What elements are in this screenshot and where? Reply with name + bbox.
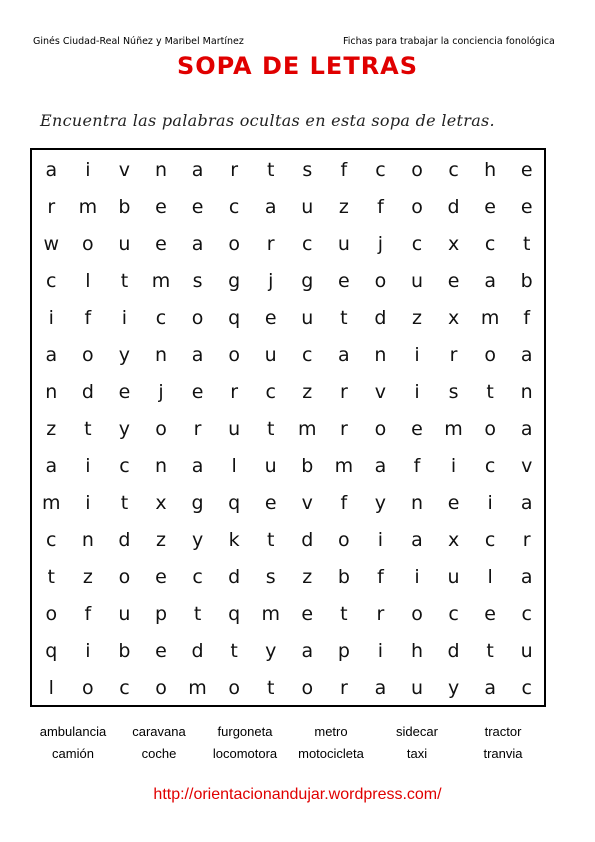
grid-letter[interactable]: r [47, 195, 56, 218]
grid-letter[interactable]: w [43, 232, 60, 255]
grid-letter[interactable]: t [120, 491, 129, 514]
grid-letter[interactable]: i [414, 380, 420, 403]
grid-letter[interactable]: o [484, 343, 496, 366]
word-item: taxi [406, 746, 428, 761]
grid-letter[interactable]: d [447, 195, 460, 218]
grid-letter[interactable]: m [298, 417, 317, 440]
grid-letter[interactable]: t [84, 417, 92, 440]
grid-letter[interactable]: a [45, 454, 58, 477]
grid-row [32, 300, 544, 336]
grid-row [32, 670, 544, 706]
word-item: ambulancia [39, 724, 107, 739]
grid-letter[interactable]: s [448, 380, 459, 403]
word-item: coche [141, 746, 177, 761]
grid-letter[interactable]: f [377, 565, 384, 588]
grid-letter[interactable]: u [337, 232, 350, 255]
grid-letter[interactable]: b [301, 454, 314, 477]
footer-url-link[interactable]: http://orientacionandujar.wordpress.com/ [153, 786, 442, 803]
word-item: tranvia [483, 746, 523, 761]
grid-row [32, 226, 544, 262]
grid-letter[interactable]: u [301, 306, 314, 329]
grid-letter[interactable]: y [118, 343, 131, 366]
grid-letter[interactable]: t [193, 602, 202, 625]
grid-letter[interactable]: r [230, 380, 239, 403]
header-subtitle: Fichas para trabajar la conciencia fonológica [343, 36, 555, 47]
grid-letter[interactable]: t [522, 232, 531, 255]
grid-letter[interactable]: f [84, 602, 92, 625]
grid-letter[interactable]: s [302, 158, 313, 181]
grid-letter[interactable]: d [447, 639, 460, 662]
page-title: SOPA DE LETRAS [176, 52, 419, 80]
grid-letter[interactable]: i [377, 639, 384, 662]
grid-letter[interactable]: b [337, 565, 350, 588]
grid-letter[interactable]: t [340, 306, 348, 329]
grid-letter[interactable]: a [484, 676, 496, 699]
word-item: sidecar [396, 724, 438, 739]
grid-letter[interactable]: m [334, 454, 354, 477]
grid-letter[interactable]: r [449, 343, 458, 366]
grid-letter[interactable]: g [228, 269, 241, 292]
grid-letter[interactable]: j [158, 380, 164, 403]
word-item: camión [52, 746, 94, 761]
grid-letter[interactable]: n [154, 343, 168, 366]
grid-letter[interactable]: o [374, 417, 387, 440]
grid-letter[interactable]: t [486, 639, 494, 662]
grid-letter[interactable]: a [520, 491, 533, 514]
grid-letter[interactable]: c [228, 195, 240, 218]
grid-letter[interactable]: f [413, 454, 421, 477]
grid-row [32, 189, 544, 225]
grid-letter[interactable]: e [484, 602, 496, 625]
grid-letter[interactable]: k [228, 528, 240, 551]
grid-letter[interactable]: o [155, 676, 167, 699]
grid-letter[interactable]: o [82, 676, 94, 699]
grid-letter[interactable]: a [191, 454, 204, 477]
grid-letter[interactable]: d [191, 639, 204, 662]
grid-letter[interactable]: c [46, 269, 57, 292]
word-item: caravana [132, 724, 186, 739]
grid-row [32, 485, 544, 521]
grid-letter[interactable]: a [45, 158, 58, 181]
grid-letter[interactable]: a [520, 565, 533, 588]
grid-letter[interactable]: y [191, 528, 204, 551]
grid-letter[interactable]: a [374, 676, 387, 699]
grid-letter[interactable]: e [520, 195, 533, 218]
grid-letter[interactable]: r [266, 232, 275, 255]
grid-letter[interactable]: z [302, 565, 313, 588]
grid-letter[interactable]: c [119, 454, 130, 477]
grid-letter[interactable]: t [230, 639, 238, 662]
grid-letter[interactable]: h [484, 158, 497, 181]
grid-letter[interactable]: o [155, 417, 167, 440]
grid-letter[interactable]: c [302, 232, 313, 255]
grid-letter[interactable]: f [84, 306, 92, 329]
grid-row [32, 411, 544, 447]
grid-row [32, 152, 544, 188]
grid-letter[interactable]: e [447, 491, 460, 514]
grid-letter[interactable]: y [447, 676, 460, 699]
grid-letter[interactable]: e [155, 232, 167, 255]
header-authors: Ginés Ciudad-Real Núñez y Maribel Martínez [33, 36, 244, 47]
grid-letter[interactable]: u [264, 454, 277, 477]
grid-letter[interactable]: z [82, 565, 93, 588]
grid-letter[interactable]: c [448, 602, 459, 625]
grid-letter[interactable]: y [118, 417, 131, 440]
grid-letter[interactable]: y [265, 639, 277, 662]
grid-letter[interactable]: e [301, 602, 314, 625]
grid-letter[interactable]: n [410, 491, 424, 514]
grid-letter[interactable]: v [301, 491, 313, 514]
grid-letter[interactable]: u [410, 676, 424, 699]
grid-letter[interactable]: e [155, 565, 167, 588]
grid-letter[interactable]: n [374, 343, 387, 366]
grid-letter[interactable]: b [118, 195, 131, 218]
grid-letter[interactable]: t [266, 528, 275, 551]
grid-letter[interactable]: o [191, 306, 204, 329]
grid-letter[interactable]: c [484, 454, 496, 477]
grid-letter[interactable]: o [484, 417, 496, 440]
word-item: locomotora [212, 746, 278, 761]
grid-letter[interactable]: d [228, 565, 241, 588]
grid-letter[interactable]: a [45, 343, 58, 366]
grid-row [32, 596, 544, 632]
grid-letter[interactable]: u [520, 639, 533, 662]
grid-letter[interactable]: u [118, 232, 131, 255]
grid-letter[interactable]: a [191, 232, 204, 255]
grid-letter[interactable]: z [302, 380, 313, 403]
grid-letter[interactable]: a [484, 269, 496, 292]
grid-letter[interactable]: m [151, 269, 171, 292]
grid-letter[interactable]: d [374, 306, 387, 329]
grid-letter[interactable]: m [444, 417, 463, 440]
grid-row [32, 374, 544, 410]
letter-grid [30, 148, 546, 707]
grid-letter[interactable]: o [411, 158, 423, 181]
grid-letter[interactable]: r [230, 158, 239, 181]
grid-letter[interactable]: o [228, 676, 240, 699]
grid-letter[interactable]: g [301, 269, 314, 292]
grid-letter[interactable]: j [268, 269, 274, 292]
grid-letter[interactable]: i [121, 306, 128, 329]
grid-letter[interactable]: f [523, 306, 531, 329]
grid-letter[interactable]: e [411, 417, 423, 440]
grid-row [32, 559, 544, 595]
grid-letter[interactable]: t [120, 269, 129, 292]
grid-letter[interactable]: c [192, 565, 203, 588]
word-list-row [30, 746, 546, 766]
grid-letter[interactable]: z [156, 528, 166, 551]
grid-letter[interactable]: u [118, 602, 131, 625]
grid-letter[interactable]: i [85, 454, 91, 477]
word-list-row [30, 724, 546, 744]
grid-letter[interactable]: e [191, 380, 204, 403]
grid-letter[interactable]: q [228, 306, 241, 329]
grid-row [32, 522, 544, 558]
grid-letter[interactable]: m [261, 602, 280, 625]
grid-letter[interactable]: x [447, 306, 460, 329]
grid-letter[interactable]: b [118, 639, 131, 662]
grid-letter[interactable]: x [447, 528, 460, 551]
grid-letter[interactable]: t [266, 417, 275, 440]
grid-letter[interactable]: o [82, 343, 94, 366]
grid-row [32, 633, 544, 669]
grid-letter[interactable]: t [486, 380, 494, 403]
grid-letter[interactable]: f [340, 491, 348, 514]
grid-letter[interactable]: c [521, 602, 532, 625]
grid-letter[interactable]: e [520, 158, 533, 181]
grid-letter[interactable]: j [377, 232, 384, 255]
grid-letter[interactable]: i [450, 454, 457, 477]
grid-letter[interactable]: y [374, 491, 387, 514]
grid-letter[interactable]: o [411, 602, 423, 625]
grid-letter[interactable]: l [85, 269, 91, 292]
grid-letter[interactable]: a [301, 639, 314, 662]
grid-letter[interactable]: z [338, 195, 349, 218]
grid-letter[interactable]: t [47, 565, 55, 588]
grid-letter[interactable]: b [520, 269, 533, 292]
grid-letter[interactable]: m [480, 306, 500, 329]
grid-letter[interactable]: a [411, 528, 423, 551]
grid-letter[interactable]: i [48, 306, 54, 329]
grid-letter[interactable]: n [45, 380, 58, 403]
grid-letter[interactable]: r [339, 676, 348, 699]
grid-letter[interactable]: r [376, 602, 385, 625]
grid-letter[interactable]: a [374, 454, 387, 477]
grid-letter[interactable]: c [411, 232, 423, 255]
grid-letter[interactable]: u [264, 343, 277, 366]
grid-letter[interactable]: g [191, 491, 204, 514]
grid-letter[interactable]: m [78, 195, 98, 218]
grid-letter[interactable]: l [48, 676, 54, 699]
grid-letter[interactable]: o [374, 269, 387, 292]
grid-letter[interactable]: c [521, 676, 532, 699]
grid-letter[interactable]: l [231, 454, 237, 477]
grid-letter[interactable]: z [46, 417, 57, 440]
grid-letter[interactable]: d [118, 528, 131, 551]
grid-letter[interactable]: e [264, 491, 277, 514]
grid-letter[interactable]: c [155, 306, 167, 329]
grid-letter[interactable]: t [340, 602, 348, 625]
grid-letter[interactable]: q [45, 639, 58, 662]
grid-letter[interactable]: n [520, 380, 533, 403]
grid-letter[interactable]: c [119, 676, 130, 699]
grid-letter[interactable]: s [265, 565, 276, 588]
grid-letter[interactable]: o [118, 565, 131, 588]
grid-letter[interactable]: e [118, 380, 131, 403]
grid-letter[interactable]: f [340, 158, 348, 181]
grid-letter[interactable]: u [228, 417, 241, 440]
word-item: metro [314, 724, 348, 739]
grid-letter[interactable]: s [192, 269, 203, 292]
grid-letter[interactable]: f [377, 195, 384, 218]
grid-letter[interactable]: m [42, 491, 61, 514]
grid-letter[interactable]: c [302, 343, 313, 366]
grid-letter[interactable]: e [191, 195, 204, 218]
grid-letter[interactable]: d [301, 528, 314, 551]
word-item: tractor [484, 724, 522, 739]
grid-letter[interactable]: o [228, 343, 240, 366]
instruction-text: Encuentra las palabras ocultas en esta sopa de letras. [40, 111, 495, 130]
grid-letter[interactable]: i [487, 491, 493, 514]
grid-letter[interactable]: o [338, 528, 350, 551]
grid-letter[interactable]: e [447, 269, 460, 292]
grid-letter[interactable]: c [265, 380, 276, 403]
grid-letter[interactable]: q [228, 491, 241, 514]
grid-letter[interactable]: e [264, 306, 277, 329]
grid-letter[interactable]: o [82, 232, 94, 255]
grid-letter[interactable]: a [264, 195, 277, 218]
grid-letter[interactable]: i [377, 528, 384, 551]
grid-letter[interactable]: e [484, 195, 496, 218]
grid-letter[interactable]: l [487, 565, 493, 588]
grid-letter[interactable]: u [410, 269, 424, 292]
grid-letter[interactable]: e [155, 639, 167, 662]
grid-letter[interactable]: a [520, 343, 533, 366]
grid-letter[interactable]: o [301, 676, 314, 699]
grid-letter[interactable]: c [484, 232, 496, 255]
grid-row [32, 263, 544, 299]
grid-letter[interactable]: i [85, 491, 91, 514]
grid-letter[interactable]: p [154, 602, 168, 625]
grid-letter[interactable]: x [447, 232, 460, 255]
grid-letter[interactable]: z [412, 306, 422, 329]
grid-letter[interactable]: c [375, 158, 386, 181]
grid-letter[interactable]: t [266, 676, 275, 699]
grid-letter[interactable]: u [301, 195, 314, 218]
grid-letter[interactable]: c [484, 528, 496, 551]
grid-letter[interactable]: m [188, 676, 207, 699]
grid-letter[interactable]: a [520, 417, 533, 440]
grid-letter[interactable]: r [339, 380, 348, 403]
grid-letter[interactable]: i [414, 565, 420, 588]
grid-letter[interactable]: u [447, 565, 460, 588]
grid-letter[interactable]: v [374, 380, 387, 403]
grid-letter[interactable]: t [266, 158, 275, 181]
grid-row [32, 337, 544, 373]
grid-letter[interactable]: d [81, 380, 94, 403]
grid-letter[interactable]: n [81, 528, 94, 551]
word-item: motocicleta [298, 746, 364, 761]
grid-letter[interactable]: o [45, 602, 58, 625]
grid-letter[interactable]: p [337, 639, 350, 662]
grid-letter[interactable]: e [155, 195, 167, 218]
grid-letter[interactable]: i [414, 343, 420, 366]
grid-letter[interactable]: a [191, 158, 204, 181]
grid-letter[interactable]: r [339, 417, 348, 440]
grid-letter[interactable]: e [337, 269, 350, 292]
grid-letter[interactable]: n [154, 158, 168, 181]
grid-letter[interactable]: c [448, 158, 459, 181]
grid-letter[interactable]: q [228, 602, 241, 625]
grid-letter[interactable]: i [85, 158, 91, 181]
grid-letter[interactable]: v [521, 454, 533, 477]
grid-letter[interactable]: o [411, 195, 423, 218]
grid-letter[interactable]: h [410, 639, 424, 662]
grid-letter[interactable]: o [228, 232, 240, 255]
grid-letter[interactable]: c [46, 528, 57, 551]
grid-letter[interactable]: n [154, 454, 168, 477]
grid-letter[interactable]: v [118, 158, 131, 181]
grid-letter[interactable]: r [193, 417, 202, 440]
word-item: furgoneta [217, 724, 273, 739]
grid-row [32, 448, 544, 484]
grid-letter[interactable]: r [522, 528, 531, 551]
grid-letter[interactable]: a [191, 343, 204, 366]
grid-letter[interactable]: a [338, 343, 350, 366]
grid-letter[interactable]: x [155, 491, 167, 514]
grid-letter[interactable]: i [85, 639, 91, 662]
